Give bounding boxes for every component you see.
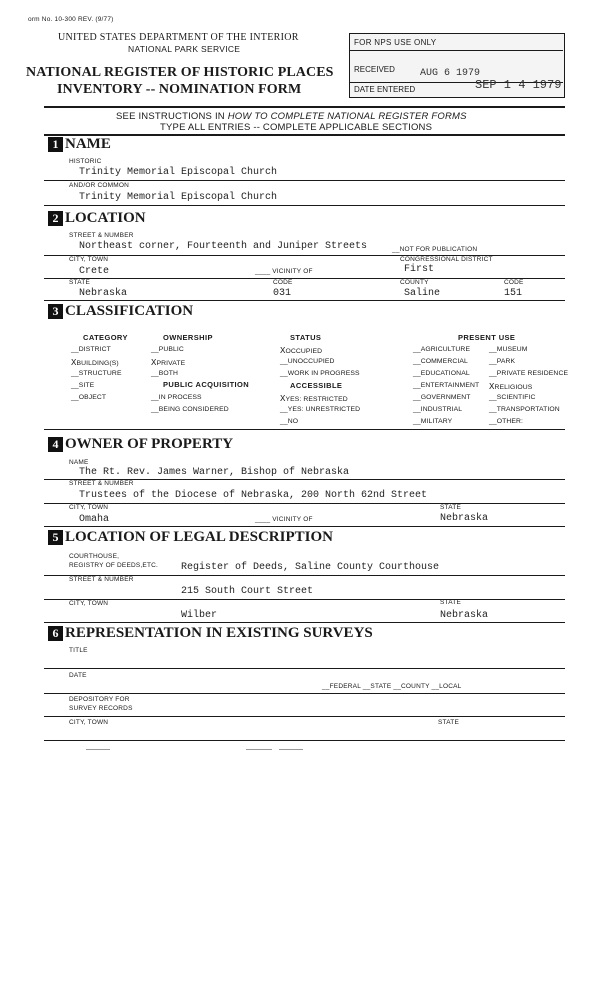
section-4-header bbox=[48, 436, 233, 453]
owner-state-value: Nebraska bbox=[440, 513, 489, 524]
ownership-option[interactable] bbox=[151, 358, 185, 368]
use-right-option[interactable] bbox=[489, 418, 523, 425]
option-label: PUBLIC bbox=[158, 346, 184, 353]
legal-street-value: 215 South Court Street bbox=[181, 586, 314, 597]
section-title: NAME bbox=[65, 136, 111, 152]
public-acq-option[interactable] bbox=[151, 394, 202, 401]
use-left-option[interactable] bbox=[413, 346, 470, 353]
section-1-header bbox=[48, 136, 111, 153]
check-mark: __ bbox=[280, 370, 288, 377]
survey-city-label: CITY, TOWN bbox=[69, 719, 109, 726]
rule bbox=[44, 429, 565, 430]
owner-street-value: Trustees of the Diocese of Nebraska, 200 North 62nd Street bbox=[79, 490, 428, 501]
city-value: Crete bbox=[79, 266, 110, 277]
common-name-value: Trinity Memorial Episcopal Church bbox=[79, 192, 278, 203]
date-entered-label: DATE ENTERED bbox=[354, 85, 416, 94]
section-title: REPRESENTATION IN EXISTING SURVEYS bbox=[65, 625, 373, 641]
option-label: YES: RESTRICTED bbox=[285, 396, 348, 403]
section-number: 3 bbox=[48, 304, 63, 319]
check-mark: X bbox=[280, 394, 286, 404]
rule bbox=[44, 180, 565, 181]
state-value: Nebraska bbox=[79, 288, 128, 299]
state-label: STATE bbox=[69, 279, 90, 286]
option-label: AGRICULTURE bbox=[420, 346, 471, 353]
rule bbox=[44, 526, 565, 527]
check-mark: __ bbox=[489, 418, 497, 425]
nps-box-divider bbox=[350, 50, 563, 51]
owner-name-label: NAME bbox=[69, 459, 89, 466]
section-title: LOCATION OF LEGAL DESCRIPTION bbox=[65, 529, 333, 545]
agency-name: NATIONAL PARK SERVICE bbox=[128, 44, 241, 54]
category-option[interactable] bbox=[71, 346, 111, 353]
ownership-header: OWNERSHIP bbox=[163, 333, 213, 342]
category-header: CATEGORY bbox=[83, 333, 128, 342]
option-label: YES: UNRESTRICTED bbox=[287, 406, 361, 413]
date-entered-stamp: SEP 1 4 1979 bbox=[475, 78, 562, 92]
category-option[interactable] bbox=[71, 370, 122, 377]
depository-label-1: DEPOSITORY FOR bbox=[69, 696, 130, 703]
section-2-header bbox=[48, 210, 146, 227]
form-title-line1: NATIONAL REGISTER OF HISTORIC PLACES bbox=[26, 65, 334, 80]
congressional-district-label: CONGRESSIONAL DISTRICT bbox=[400, 256, 493, 263]
option-label: OBJECT bbox=[78, 394, 107, 401]
option-label: BUILDING(S) bbox=[76, 360, 119, 367]
owner-city-label: CITY, TOWN bbox=[69, 504, 109, 511]
accessible-option[interactable] bbox=[280, 394, 348, 404]
depository-label-2: SURVEY RECORDS bbox=[69, 705, 133, 712]
section-number: 1 bbox=[48, 137, 63, 152]
option-label: UNOCCUPIED bbox=[287, 358, 335, 365]
owner-vicinity-label: ____ VICINITY OF bbox=[255, 516, 313, 523]
legal-street-label: STREET & NUMBER bbox=[69, 576, 134, 583]
nps-box-label: FOR NPS USE ONLY bbox=[354, 38, 437, 47]
received-stamp: AUG 6 1979 bbox=[420, 68, 481, 79]
use-left-option[interactable] bbox=[413, 418, 452, 425]
status-option[interactable] bbox=[280, 358, 334, 365]
check-mark: __ bbox=[151, 370, 159, 377]
rule bbox=[44, 693, 565, 694]
option-label: SCIENTIFIC bbox=[496, 394, 536, 401]
check-mark: __ bbox=[71, 394, 79, 401]
section-title: CLASSIFICATION bbox=[65, 303, 194, 319]
legal-city-label: CITY, TOWN bbox=[69, 600, 109, 607]
use-left-option[interactable] bbox=[413, 370, 470, 377]
not-for-publication: __NOT FOR PUBLICATION bbox=[392, 246, 478, 253]
rule bbox=[44, 278, 565, 279]
check-mark: X bbox=[489, 382, 495, 392]
check-mark: __ bbox=[151, 346, 159, 353]
option-label: DISTRICT bbox=[78, 346, 111, 353]
rule bbox=[44, 599, 565, 600]
rule bbox=[44, 622, 565, 623]
check-mark: __ bbox=[413, 346, 421, 353]
option-label: OTHER: bbox=[496, 418, 524, 425]
category-option[interactable] bbox=[71, 394, 106, 401]
option-label: BOTH bbox=[158, 370, 179, 377]
section-title: OWNER OF PROPERTY bbox=[65, 436, 234, 452]
check-mark: X bbox=[280, 346, 286, 356]
check-mark: X bbox=[151, 358, 157, 368]
county-label: COUNTY bbox=[400, 279, 429, 286]
instructions-emphasis: HOW TO COMPLETE NATIONAL REGISTER FORMS bbox=[227, 111, 467, 122]
option-label: MILITARY bbox=[420, 418, 453, 425]
check-mark: __ bbox=[151, 406, 159, 413]
owner-city-value: Omaha bbox=[79, 514, 110, 525]
check-mark: __ bbox=[413, 394, 421, 401]
check-mark: __ bbox=[489, 370, 497, 377]
section-number: 6 bbox=[48, 626, 63, 641]
check-mark: X bbox=[71, 358, 77, 368]
status-header: STATUS bbox=[290, 333, 322, 342]
check-mark: __ bbox=[413, 370, 421, 377]
form-title-line2: INVENTORY -- NOMINATION FORM bbox=[57, 82, 302, 97]
code-label: CODE bbox=[273, 279, 293, 286]
county-value: Saline bbox=[404, 288, 441, 299]
accessible-header: ACCESSIBLE bbox=[290, 381, 343, 390]
check-mark: __ bbox=[280, 406, 288, 413]
instructions-rule bbox=[44, 134, 565, 136]
survey-date-label: DATE bbox=[69, 672, 87, 679]
state-code-value: 031 bbox=[273, 288, 292, 299]
section-number: 2 bbox=[48, 211, 63, 226]
check-mark: __ bbox=[71, 346, 79, 353]
check-mark: __ bbox=[489, 358, 497, 365]
use-right-option[interactable] bbox=[489, 370, 568, 377]
rule bbox=[44, 503, 565, 504]
check-mark: __ bbox=[151, 394, 159, 401]
survey-levels: __FEDERAL __STATE __COUNTY __LOCAL bbox=[322, 683, 462, 690]
present-use-header: PRESENT USE bbox=[458, 333, 516, 342]
section-title: LOCATION bbox=[65, 210, 146, 226]
option-label: INDUSTRIAL bbox=[420, 406, 463, 413]
status-option[interactable] bbox=[280, 346, 322, 356]
common-name-label: AND/OR COMMON bbox=[69, 182, 130, 189]
section-number: 5 bbox=[48, 530, 63, 545]
ownership-option[interactable] bbox=[151, 346, 184, 353]
artifact-mark bbox=[86, 749, 110, 750]
rule bbox=[44, 205, 565, 206]
option-label: BEING CONSIDERED bbox=[158, 406, 229, 413]
check-mark: __ bbox=[413, 406, 421, 413]
artifact-mark bbox=[279, 749, 303, 750]
congressional-district-value: First bbox=[404, 264, 435, 275]
check-mark: __ bbox=[413, 382, 421, 389]
option-label: GOVERNMENT bbox=[420, 394, 471, 401]
status-option[interactable] bbox=[280, 370, 360, 377]
rule bbox=[44, 740, 565, 741]
city-label: CITY, TOWN bbox=[69, 256, 109, 263]
public-acquisition-header: PUBLIC ACQUISITION bbox=[163, 380, 250, 389]
option-label: ENTERTAINMENT bbox=[420, 382, 480, 389]
rule bbox=[44, 300, 565, 301]
instructions-prefix: SEE INSTRUCTIONS IN bbox=[116, 111, 228, 122]
check-mark: __ bbox=[489, 406, 497, 413]
legal-city-value: Wilber bbox=[181, 610, 218, 621]
section-6-header bbox=[48, 625, 373, 642]
use-right-option[interactable] bbox=[489, 346, 528, 353]
received-label: RECEIVED bbox=[354, 65, 395, 74]
option-label: TRANSPORTATION bbox=[496, 406, 560, 413]
option-label: IN PROCESS bbox=[158, 394, 202, 401]
department-name: UNITED STATES DEPARTMENT OF THE INTERIOR bbox=[58, 32, 299, 43]
legal-state-value: Nebraska bbox=[440, 610, 489, 621]
accessible-option[interactable] bbox=[280, 406, 360, 413]
registry-label: REGISTRY OF DEEDS,ETC. bbox=[69, 562, 159, 569]
use-left-option[interactable] bbox=[413, 394, 470, 401]
accessible-option[interactable] bbox=[280, 418, 298, 425]
street-label: STREET & NUMBER bbox=[69, 232, 134, 239]
option-label: WORK IN PROGRESS bbox=[287, 370, 360, 377]
use-right-option[interactable] bbox=[489, 382, 532, 392]
option-label: STRUCTURE bbox=[78, 370, 122, 377]
owner-street-label: STREET & NUMBER bbox=[69, 480, 134, 487]
historic-name-value: Trinity Memorial Episcopal Church bbox=[79, 167, 278, 178]
legal-state-label: STATE bbox=[440, 599, 461, 606]
section-3-header bbox=[48, 303, 193, 320]
rule bbox=[44, 716, 565, 717]
check-mark: __ bbox=[280, 418, 288, 425]
street-value: Northeast corner, Fourteenth and Juniper Streets bbox=[79, 241, 368, 252]
option-label: EDUCATIONAL bbox=[420, 370, 470, 377]
artifact-mark bbox=[246, 749, 272, 750]
use-left-option[interactable] bbox=[413, 382, 479, 389]
check-mark: __ bbox=[71, 382, 79, 389]
owner-state-label: STATE bbox=[440, 504, 461, 511]
courthouse-label: COURTHOUSE, bbox=[69, 553, 120, 560]
historic-label: HISTORIC bbox=[69, 158, 102, 165]
owner-name-value: The Rt. Rev. James Warner, Bishop of Nebraska bbox=[79, 467, 350, 478]
option-label: OCCUPIED bbox=[285, 348, 323, 355]
county-code-label: CODE bbox=[504, 279, 524, 286]
use-right-option[interactable] bbox=[489, 394, 536, 401]
ownership-option[interactable] bbox=[151, 370, 178, 377]
category-option[interactable] bbox=[71, 358, 119, 368]
option-label: MUSEUM bbox=[496, 346, 528, 353]
check-mark: __ bbox=[280, 358, 288, 365]
option-label: PRIVATE bbox=[156, 360, 186, 367]
header-rule bbox=[44, 106, 565, 108]
use-right-option[interactable] bbox=[489, 358, 515, 365]
use-left-option[interactable] bbox=[413, 358, 468, 365]
county-code-value: 151 bbox=[504, 288, 523, 299]
form-number: orm No. 10-300 REV. (9/77) bbox=[28, 16, 114, 23]
category-option[interactable] bbox=[71, 382, 94, 389]
check-mark: __ bbox=[413, 418, 421, 425]
vicinity-label: ____ VICINITY OF bbox=[255, 268, 313, 275]
check-mark: __ bbox=[489, 346, 497, 353]
survey-title-label: TITLE bbox=[69, 647, 88, 654]
section-number: 4 bbox=[48, 437, 63, 452]
option-label: NO bbox=[287, 418, 299, 425]
check-mark: __ bbox=[413, 358, 421, 365]
option-label: PARK bbox=[496, 358, 516, 365]
survey-state-label: STATE bbox=[438, 719, 459, 726]
courthouse-value: Register of Deeds, Saline County Courthouse bbox=[181, 562, 440, 573]
rule bbox=[44, 668, 565, 669]
option-label: COMMERCIAL bbox=[420, 358, 468, 365]
section-5-header bbox=[48, 529, 333, 546]
check-mark: __ bbox=[489, 394, 497, 401]
check-mark: __ bbox=[71, 370, 79, 377]
option-label: SITE bbox=[78, 382, 95, 389]
instructions-line2: TYPE ALL ENTRIES -- COMPLETE APPLICABLE SECTIONS bbox=[160, 122, 433, 133]
option-label: RELIGIOUS bbox=[494, 384, 533, 391]
use-left-option[interactable] bbox=[413, 406, 462, 413]
option-label: PRIVATE RESIDENCE bbox=[496, 370, 569, 377]
instructions-line1 bbox=[116, 111, 467, 122]
public-acq-option[interactable] bbox=[151, 406, 229, 413]
use-right-option[interactable] bbox=[489, 406, 560, 413]
nps-use-box bbox=[349, 33, 565, 98]
